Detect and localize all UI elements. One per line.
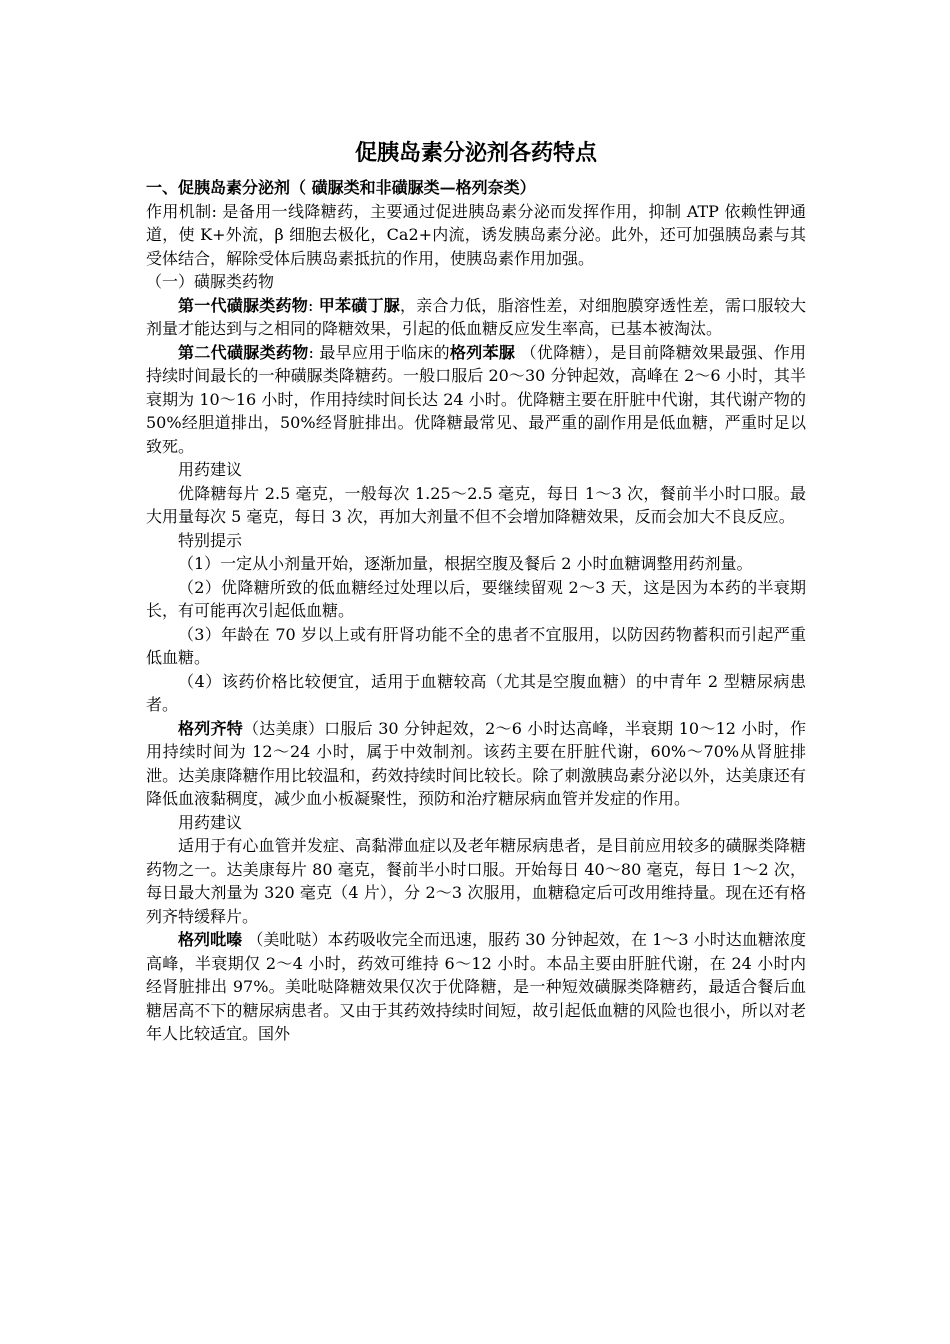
tip-item: （1）一定从小剂量开始，逐渐加量，根据空腹及餐后 2 小时血糖调整用药剂量。 (178, 554, 753, 573)
glipizide-paragraph (146, 928, 806, 1046)
usage-label-1: 用药建议 (178, 460, 243, 479)
first-gen-text: ，亲合力低，脂溶性差，对细胞膜穿透性差，需口服较大剂量才能达到与之相同的降糖效果，引起的低血糖反应发生率高，已基本被淘汰。 (146, 295, 806, 338)
page-title: 促胰岛素分泌剂各药特点 (354, 140, 597, 166)
usage-label-2: 用药建议 (178, 812, 243, 832)
tip-item: （3）年龄在 70 岁以上或有肝肾功能不全的患者不宜服用，以防因药物蓄积而引起严重低血糖。 (146, 624, 806, 667)
subsection-heading: （一）磺脲类药物 (146, 272, 275, 291)
tip-item: （4）该药价格比较便宜，适用于血糖较高（尤其是空腹血糖）的中青年 2 型糖尿病患者。 (146, 671, 806, 714)
second-gen-drug: 格列苯脲 (449, 342, 516, 362)
document-body (146, 138, 806, 1046)
first-gen-sep: : (308, 295, 319, 315)
first-gen-label: 第一代磺脲类药物 (178, 295, 308, 315)
usage-paragraph-1: 优降糖每片 2.5 毫克，一般每次 1.25～2.5 毫克，每日 1～3 次，餐前半小时口服。最大用量每次 5 毫克，每日 3 次，再加大剂量不但不会增加降糖效果，反而会加大不良反应。 (146, 483, 806, 526)
first-gen-paragraph (146, 294, 806, 341)
first-gen-drug: 甲苯磺丁脲 (318, 295, 400, 315)
glipizide-drug: 格列吡嗪 (178, 930, 243, 949)
special-tips-label: 特别提示 (178, 530, 243, 550)
gliclazide-paragraph (146, 717, 806, 811)
usage-paragraph-2: 适用于有心血管并发症、高黏滞血症以及老年糖尿病患者，是目前应用较多的磺脲类降糖药物之一。达美康每片 80 毫克，餐前半小时口服。开始每日 40～80 毫克，每日 1～2 次，每日最大剂量为 320 毫克（4 片），分 2～3 次服用，血糖稳定后可改用维持量。现在还有格列齐特缓释片。 (146, 836, 806, 926)
second-gen-label: 第二代磺脲类药物 (178, 342, 309, 362)
second-gen-sep: : (308, 342, 320, 362)
glipizide-text: （美吡哒）本药吸收完全而迅速，服药 30 分钟起效，在 1～3 小时达血糖浓度高峰，半衰期仅 2～4 小时，药效可维持 6～12 小时。本品主要由肝脏代谢，在 24 小时内经肾脏排出 97%。美吡哒降糖效果仅次于优降糖，是一种短效磺脲类降糖药，最适合餐后血糖居高不下的糖尿病患者。又由于其药效持续时间短，故引起低血糖的风险也很小，所以对老年人比较适宜。国外 (146, 930, 806, 1043)
tip-item: （2）优降糖所致的低血糖经过处理以后，要继续留观 2～3 天，这是因为本药的半衰期长，有可能再次引起低血糖。 (146, 577, 806, 620)
second-gen-pre: 最早应用于临床的 (319, 342, 450, 362)
second-gen-paragraph (146, 341, 806, 459)
mechanism-paragraph: 作用机制: 是备用一线降糖药，主要通过促进胰岛素分泌而发挥作用，抑制 ATP 依赖性钾通道，使 K+外流，β 细胞去极化，Ca2+内流，诱发胰岛素分泌。此外，还可加强胰岛素与其受体结合，解除受体后胰岛素抵抗的作用，使胰岛素作用加强。 (146, 201, 806, 268)
gliclazide-drug: 格列齐特 (178, 718, 243, 738)
gliclazide-text: （达美康）口服后 30 分钟起效，2～6 小时达高峰，半衰期 10～12 小时，作用持续时间为 12～24 小时，属于中效制剂。该药主要在肝脏代谢，60%～70%从肾脏排泄。达美康降糖作用比较温和，药效持续时间比较长。除了刺激胰岛素分泌以外，达美康还有降低血液黏稠度，减少血小板凝聚性，预防和治疗糖尿病血管并发症的作用。 (146, 718, 806, 808)
second-gen-text: （优降糖），是目前降糖效果最强、作用持续时间最长的一种磺脲类降糖药。一般口服后 20～30 分钟起效，高峰在 2～6 小时，其半衰期为 10～16 小时，作用持续时间长达 24 小时。优降糖主要在肝脏中代谢，其代谢产物的 50%经胆道排出，50%经肾脏排出。优降糖最常见、最严重的副作用是低血糖，严重时足以致死。 (146, 342, 806, 456)
section-heading: 一、促胰岛素分泌剂（ 磺脲类和非磺脲类—格列奈类） (146, 178, 536, 197)
